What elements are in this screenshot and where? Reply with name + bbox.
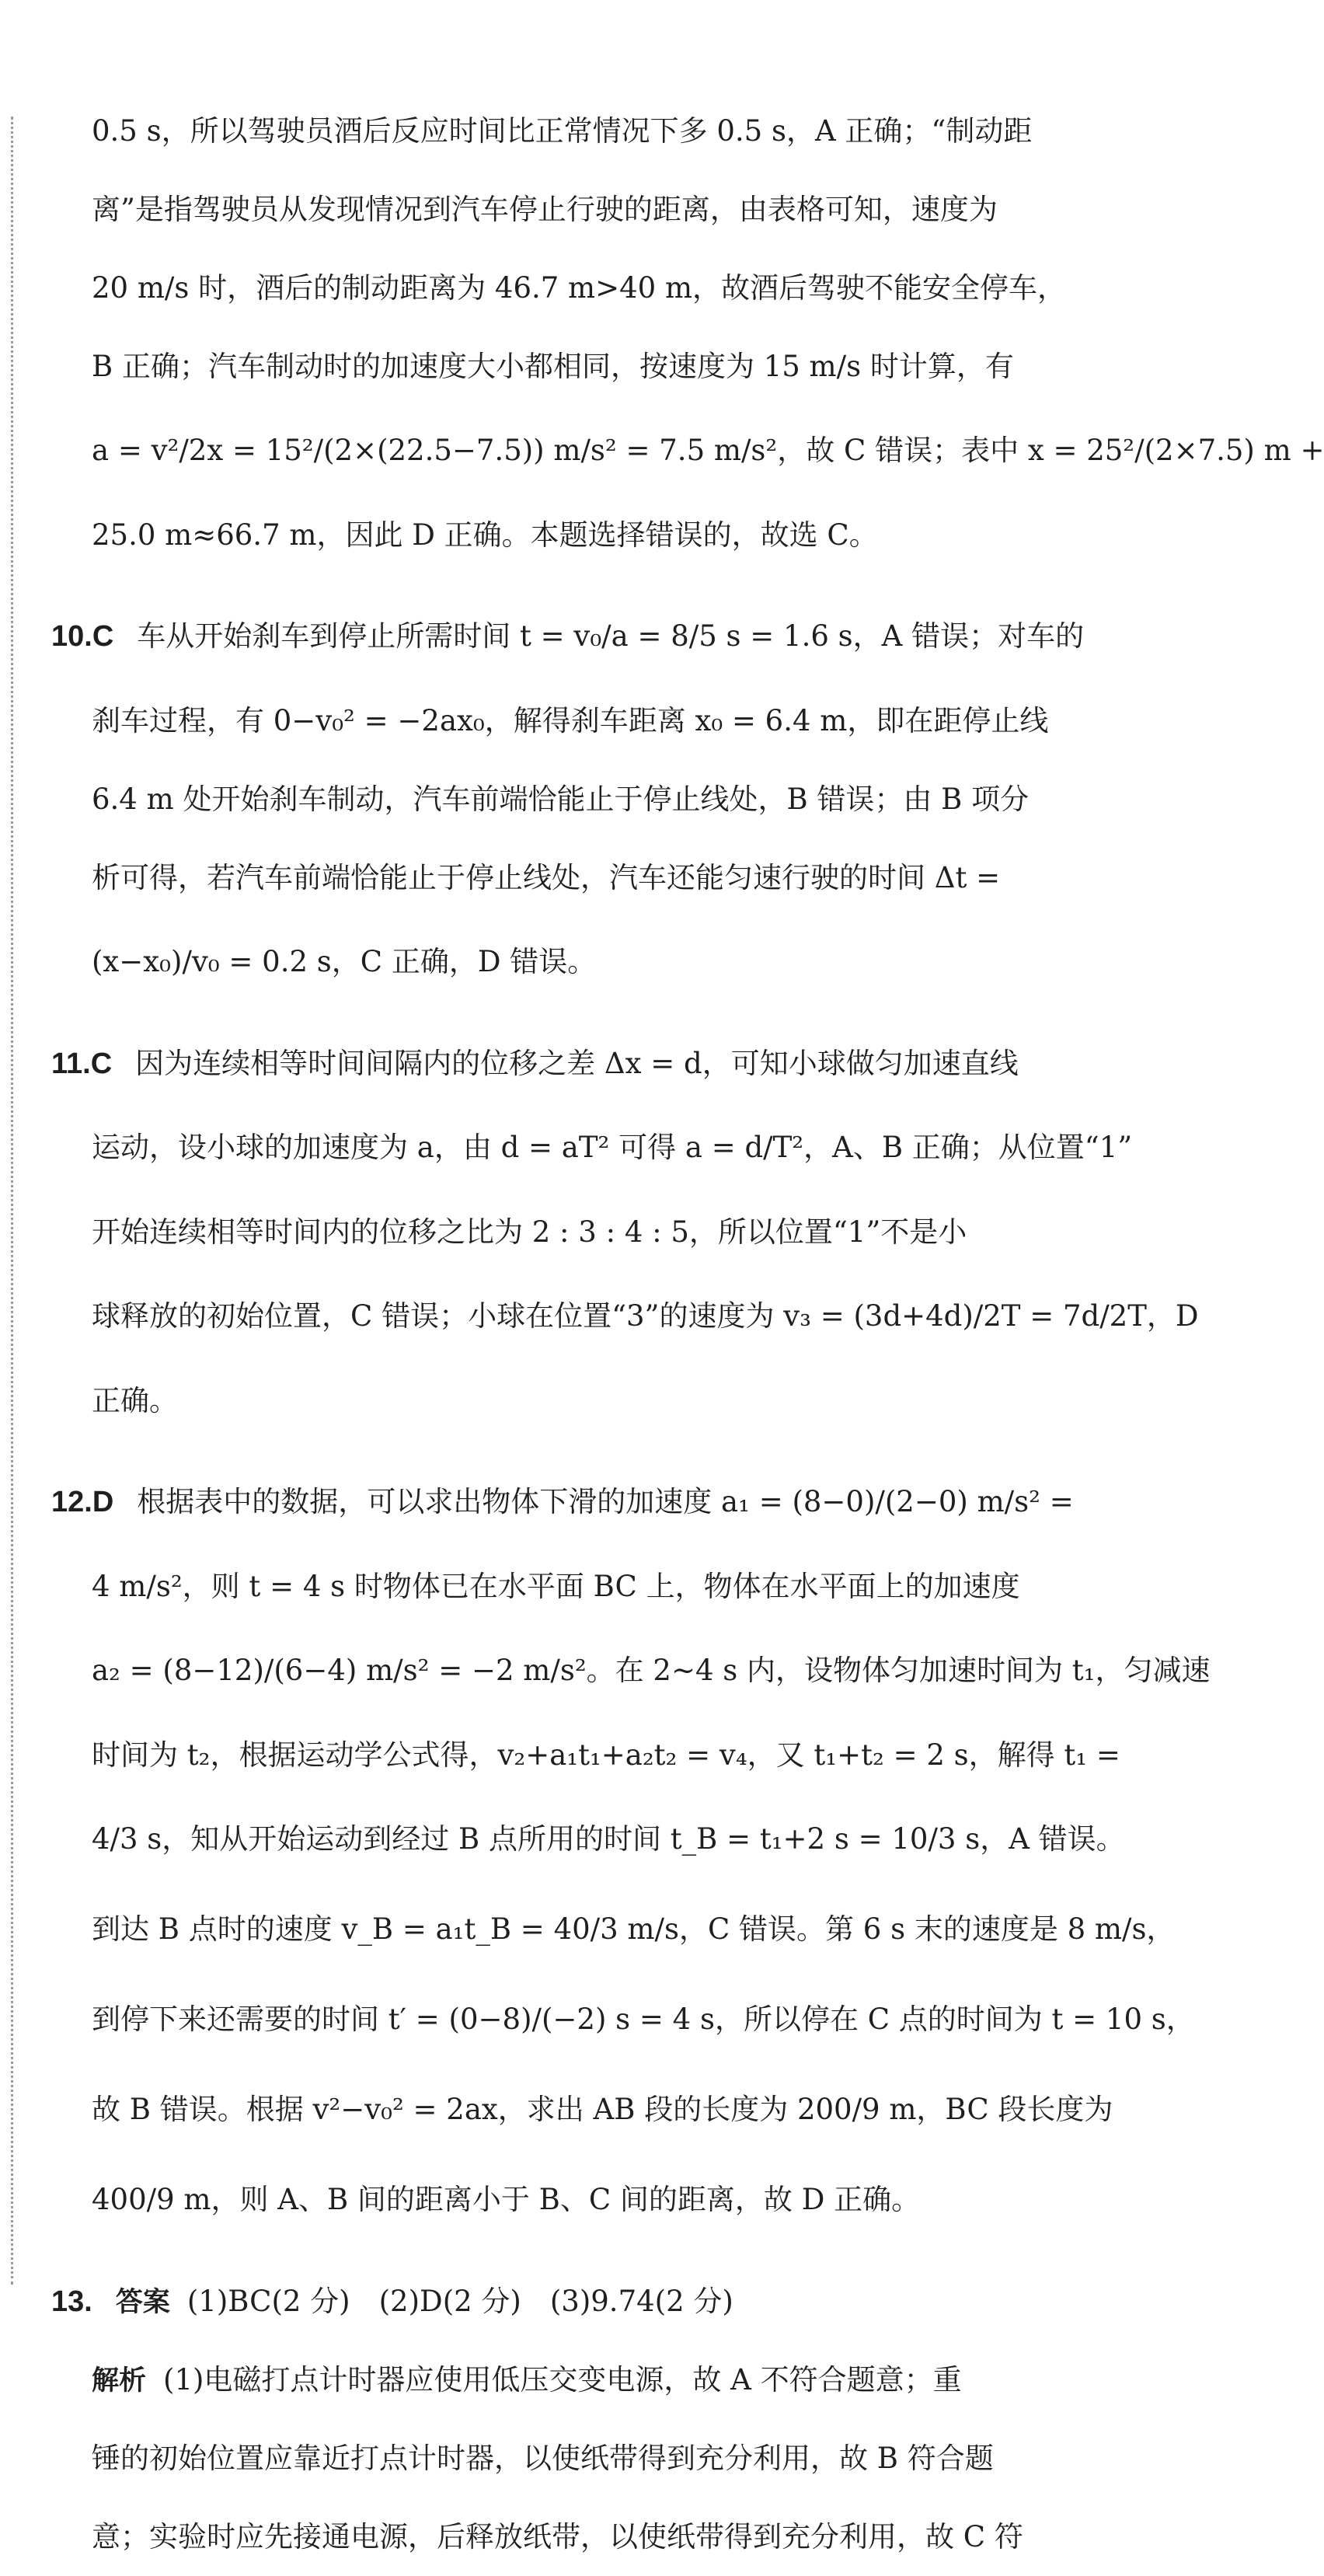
- question-number: 11.C: [51, 1047, 113, 1080]
- text-line: 20 m/s 时，酒后的制动距离为 46.7 m>40 m，故酒后驾驶不能安全停车，: [92, 271, 1067, 305]
- formula-line: a₂ = (8−12)/(6−4) m/s² = −2 m/s²。在 2~4 s 内，设物体匀加速时间为 t₁，匀减速: [92, 1654, 1211, 1687]
- text-line: 车从开始刹车到停止所需时间 t = v₀/a = 8/5 s = 1.6 s，A 错误；对车的: [137, 619, 1085, 653]
- question-10: [51, 591, 1125, 1007]
- text-line: B 正确；汽车制动时的加速度大小都相同，按速度为 15 m/s 时计算，有: [92, 350, 1014, 383]
- analysis-label: 解析: [92, 2365, 147, 2396]
- text-line: 0.5 s，所以驾驶员酒后反应时间比正常情况下多 0.5 s，A 正确；“制动距: [92, 114, 1033, 148]
- text-line: (1)电磁打点计时器应使用低压交变电源，故 A 不符合题意；重: [163, 2363, 962, 2396]
- text-line: 4 m/s²，则 t = 4 s 时物体已在水平面 BC 上，物体在水平面上的加速度: [92, 1570, 1020, 1603]
- solution-page: [51, 92, 1324, 2576]
- answer-text: (1)BC(2 分) (2)D(2 分) (3)9.74(2 分): [186, 2285, 733, 2318]
- question-12: [51, 1457, 1211, 2245]
- text-line: 析可得，若汽车前端恰能止于停止线处，汽车还能匀速行驶的时间 Δt =: [92, 861, 1001, 894]
- question-13: [51, 2262, 1125, 2576]
- text-line: 锤的初始位置应靠近打点计时器，以使纸带得到充分利用，故 B 符合题: [92, 2442, 994, 2475]
- question-11: [51, 1024, 1199, 1440]
- formula-line: 根据表中的数据，可以求出物体下滑的加速度 a₁ = (8−0)/(2−0) m/s² =: [137, 1485, 1074, 1518]
- formula-line: 球释放的初始位置，C 错误；小球在位置“3”的速度为 v₃ = (3d+4d)/2T = 7d/2T，D: [92, 1299, 1199, 1333]
- formula-line: 4/3 s，知从开始运动到经过 B 点所用的时间 t_B = t₁+2 s = 10/3 s，A 错误。: [92, 1822, 1125, 1856]
- text-line: 因为连续相等时间间隔内的位移之差 Δx = d，可知小球做匀加速直线: [135, 1047, 1019, 1080]
- margin-dotted-line: [11, 117, 13, 2285]
- formula-line: 到停下来还需要的时间 t′ = (0−8)/(−2) s = 4 s，所以停在 C 点的时间为 t = 10 s，: [92, 2003, 1195, 2036]
- question-number: 13.: [51, 2285, 92, 2318]
- text-line: 刹车过程，有 0−v₀² = −2ax₀，解得刹车距离 x₀ = 6.4 m，即在距停止线: [92, 704, 1049, 737]
- question-9-continued: [92, 92, 1324, 574]
- answer-label: 答案: [115, 2287, 170, 2318]
- formula-line: 故 B 错误。根据 v²−v₀² = 2ax，求出 AB 段的长度为 200/9 m，BC 段长度为: [92, 2093, 1113, 2126]
- text-line: 开始连续相等时间内的位移之比为 2 : 3 : 4 : 5，所以位置“1”不是小: [92, 1215, 967, 1249]
- text-line: 6.4 m 处开始刹车制动，汽车前端恰能止于停止线处，B 错误；由 B 项分: [92, 783, 1030, 816]
- text-line: 意；实验时应先接通电源，后释放纸带，以使纸带得到充分利用，故 C 符: [92, 2520, 1023, 2553]
- text-line: 时间为 t₂，根据运动学公式得，v₂+a₁t₁+a₂t₂ = v₄，又 t₁+t₂ = 2 s，解得 t₁ =: [92, 1738, 1120, 1772]
- formula-line: 400/9 m，则 A、B 间的距离小于 B、C 间的距离，故 D 正确。: [92, 2183, 921, 2216]
- question-number: 10.C: [51, 620, 114, 653]
- formula-line: (x−x₀)/v₀ = 0.2 s，C 正确，D 错误。: [92, 945, 597, 978]
- text-line: 25.0 m≈66.7 m，因此 D 正确。本题选择错误的，故选 C。: [92, 518, 878, 552]
- text-line: 离”是指驾驶员从发现情况到汽车停止行驶的距离，由表格可知，速度为: [92, 193, 998, 226]
- text-line: 正确。: [92, 1384, 178, 1417]
- formula-line: 运动，设小球的加速度为 a，由 d = aT² 可得 a = d/T²，A、B 正确；从位置“1”: [92, 1131, 1133, 1164]
- question-number: 12.D: [51, 1486, 114, 1518]
- formula-line: a = v²/2x = 15²/(2×(22.5−7.5)) m/s² = 7.5 m/s²，故 C 错误；表中 x = 25²/(2×7.5) m +: [92, 434, 1324, 467]
- formula-line: 到达 B 点时的速度 v_B = a₁t_B = 40/3 m/s，C 错误。第 6 s 末的速度是 8 m/s，: [92, 1912, 1176, 1946]
